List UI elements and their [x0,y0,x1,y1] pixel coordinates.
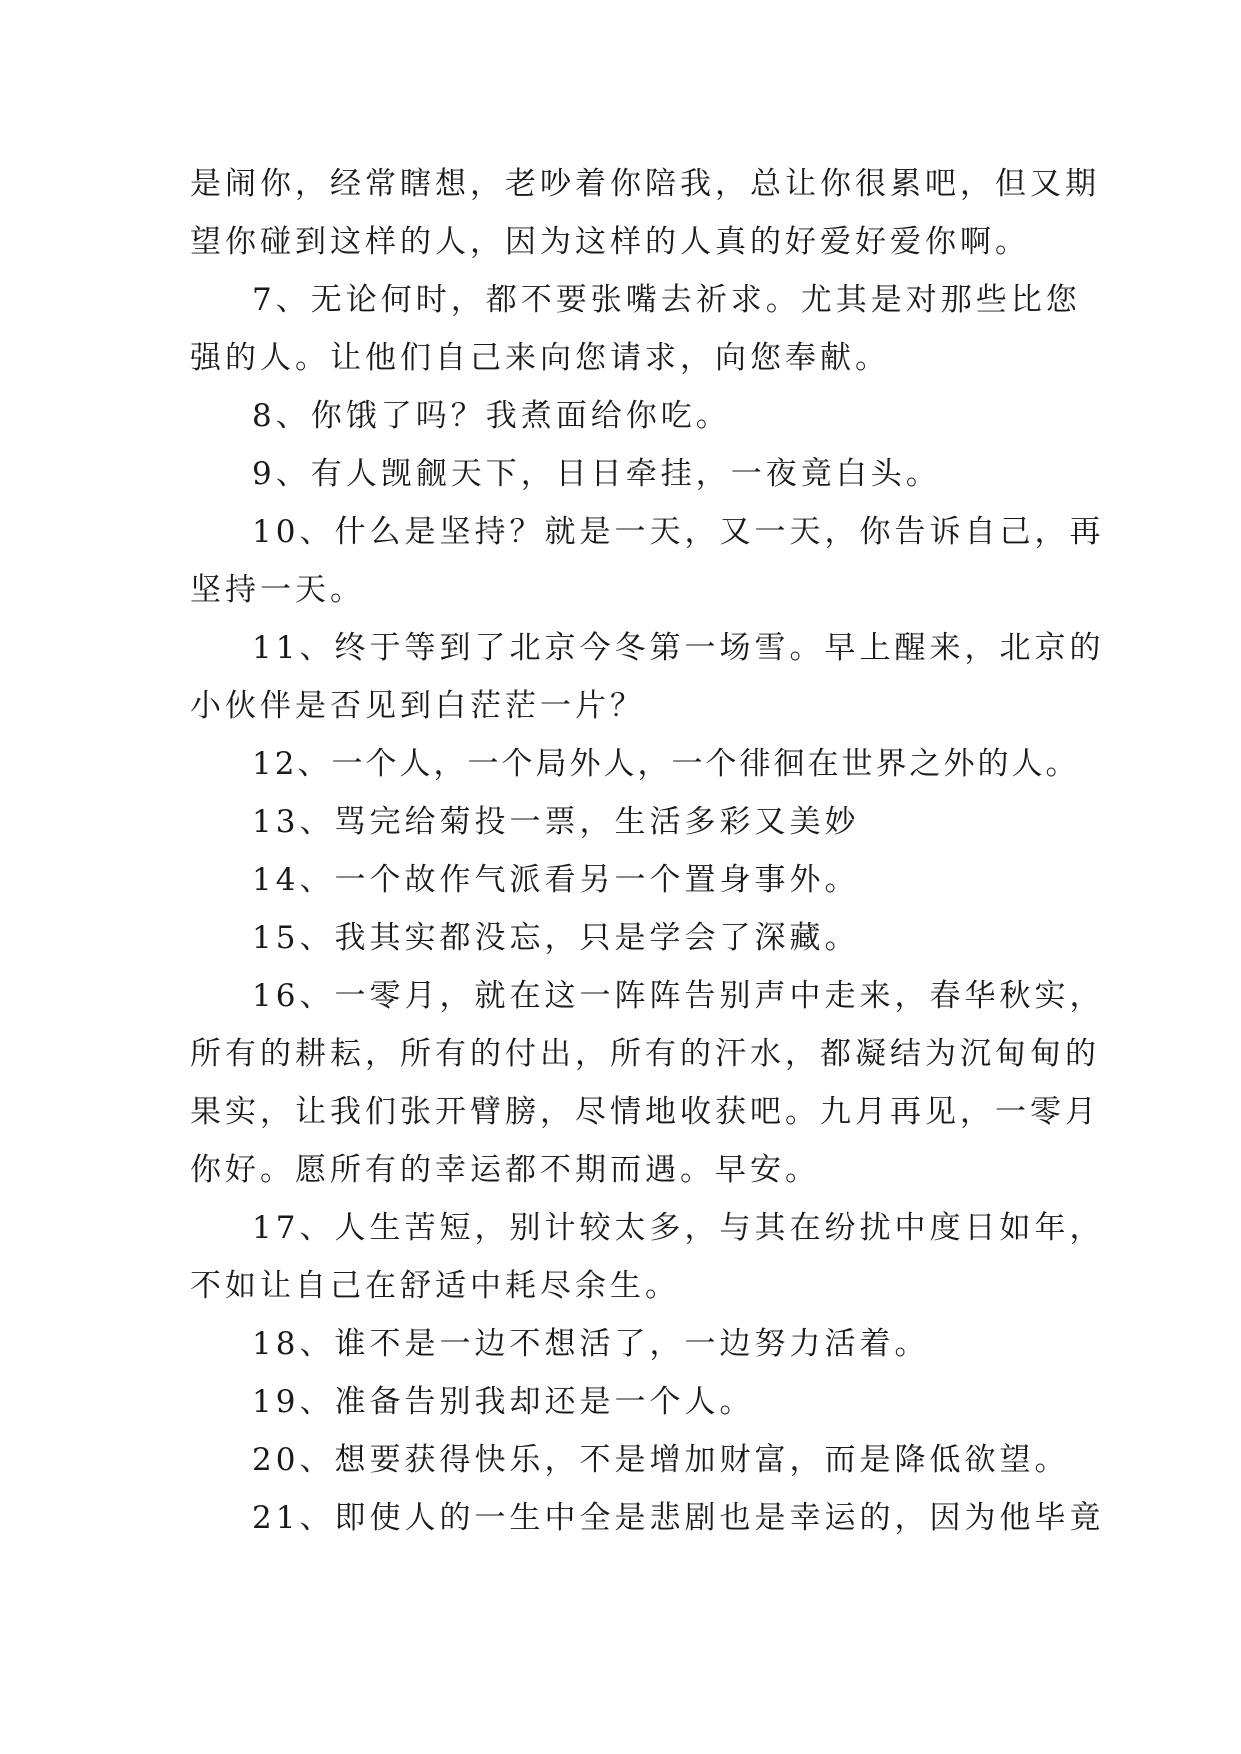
text-line: 果实，让我们张开臂膀，尽情地收获吧。九月再见，一零月 [190,1094,1100,1130]
text-line: 小伙伴是否见到白茫茫一片？ [190,688,645,724]
item-14: 14、一个故作气派看另一个置身事外。 [252,862,860,898]
text-line: 你好。愿所有的幸运都不期而遇。早安。 [190,1152,820,1188]
item-8: 8、你饿了吗？我煮面给你吃。 [252,398,731,434]
item-11: 11、终于等到了北京今冬第一场雪。早上醒来，北京的 [252,630,1105,666]
item-17: 17、人生苦短，别计较太多，与其在纷扰中度日如年， [252,1210,1105,1246]
item-19: 19、准备告别我却还是一个人。 [252,1384,755,1420]
text-line: 所有的耕耘，所有的付出，所有的汗水，都凝结为沉甸甸的 [190,1036,1100,1072]
item-18: 18、谁不是一边不想活了，一边努力活着。 [252,1326,930,1362]
item-16: 16、一零月，就在这一阵阵告别声中走来，春华秋实， [252,978,1105,1014]
item-12: 12、一个人，一个局外人，一个徘徊在世界之外的人。 [252,746,1080,782]
item-21: 21、即使人的一生中全是悲剧也是幸运的，因为他毕竟 [252,1500,1105,1536]
item-13: 13、骂完给菊投一票，生活多彩又美妙 [252,804,860,840]
text-line: 坚持一天。 [190,572,365,608]
text-line: 是闹你，经常瞎想，老吵着你陪我，总让你很累吧，但又期 [190,166,1100,202]
item-15: 15、我其实都没忘，只是学会了深藏。 [252,920,860,956]
text-line: 强的人。让他们自己来向您请求，向您奉献。 [190,340,890,376]
item-9: 9、有人觊觎天下，日日牵挂，一夜竟白头。 [252,456,941,492]
text-line: 不如让自己在舒适中耗尽余生。 [190,1268,680,1304]
item-10: 10、什么是坚持？就是一天，又一天，你告诉自己，再 [252,514,1105,550]
text-line: 望你碰到这样的人，因为这样的人真的好爱好爱你啊。 [190,224,1030,260]
item-20: 20、想要获得快乐，不是增加财富，而是降低欲望。 [252,1442,1070,1478]
item-7: 7、无论何时，都不要张嘴去祈求。尤其是对那些比您 [252,282,1081,318]
